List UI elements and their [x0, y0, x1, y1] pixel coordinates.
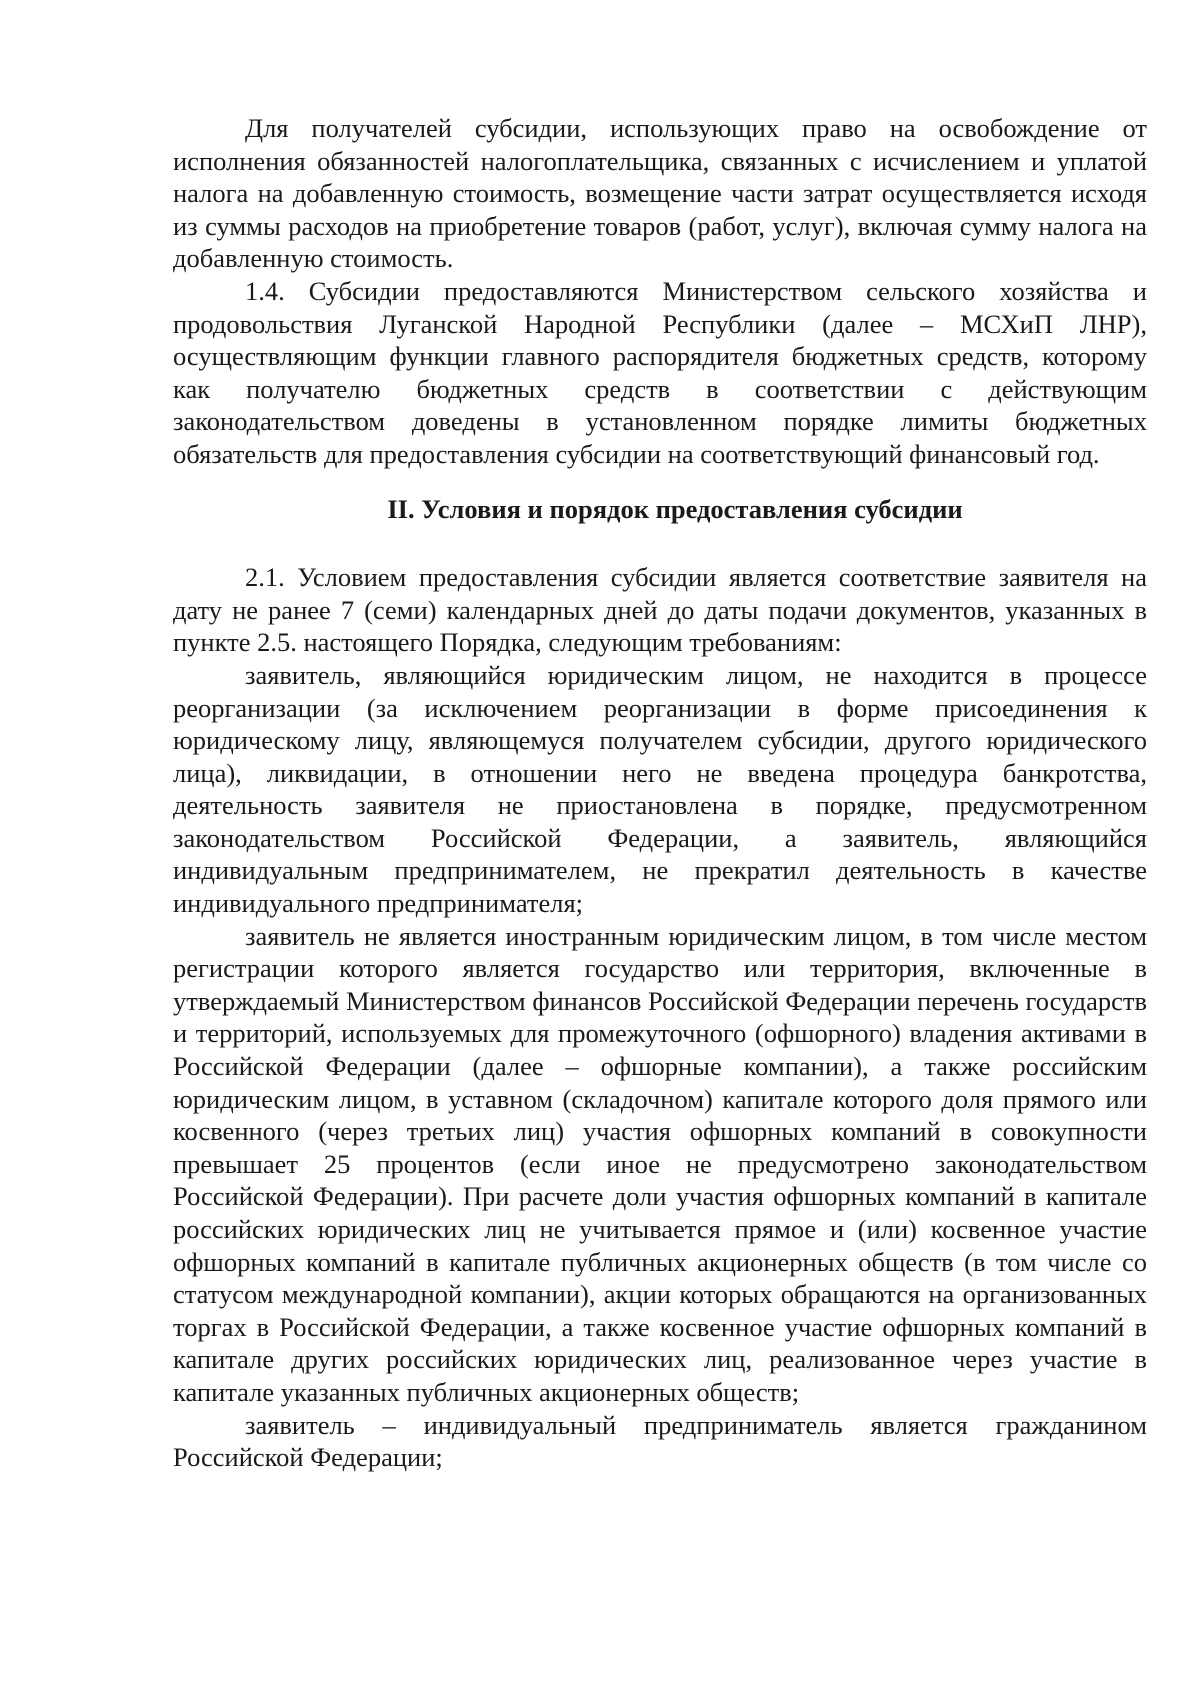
- paragraph-2-1: 2.1. Условием предоставления субсидии является соответствие заявителя на дату не ранее 7 (семи) календарных дней до даты подачи документов, указанных в пункте 2.5. настоящего Порядка, следующим требованиям:: [173, 562, 1147, 658]
- paragraph-vat-exemption: Для получателей субсидии, использующих право на освобождение от исполнения обязанностей налогоплательщика, связанных с исчислением и уплатой налога на добавленную стоимость, возмещение части затрат осуществляется исходя из суммы расходов на приобретение товаров (работ, услуг), включая сумму налога на добавленную стоимость.: [173, 113, 1147, 274]
- paragraph-citizenship: заявитель – индивидуальный предприниматель является гражданином Российской Федерации;: [173, 1409, 1147, 1473]
- heading-spacer: [173, 525, 1147, 561]
- paragraph-1-4: 1.4. Субсидии предоставляются Министерством сельского хозяйства и продовольствия Луганской Народной Республики (далее – МСХиП ЛНР), осуществляющим функции главного распорядителя бюджетных средств, которому как получателю бюджетных средств в соответствии с действующим законодательством доведены в установленном порядке лимиты бюджетных обязательств для предоставления субсидии на соответствующий финансовый год.: [173, 275, 1147, 469]
- paragraph-offshore: заявитель не является иностранным юридическим лицом, в том числе местом регистрации которого является государство или территория, включенные в утверждаемый Министерством финансов Российской Федерации перечень государств и территорий, используемых для промежуточного (офшорного) владения активами в Российской Федерации (далее – офшорные компании), а также российским юридическим лицом, в уставном (складочном) капитале которого доля прямого или косвенного (через третьих лиц) участия офшорных компаний в совокупности превышает 25 процентов (если иное не предусмотрено законодательством Российской Федерации). При расчете доли участия офшорных компаний в капитале российских юридических лиц не учитывается прямое и (или) косвенное участие офшорных компаний в капитале публичных акционерных обществ (в том числе со статусом международной компании), акции которых обращаются на организованных торгах в Российской Федерации, а также косвенное участие офшорных компаний в капитале других российских юридических лиц, реализованное через участие в капитале указанных публичных акционерных обществ;: [173, 920, 1147, 1407]
- document-page: [173, 112, 1147, 1474]
- section-heading: II. Условия и порядок предоставления субсидии: [387, 493, 963, 524]
- paragraph-reorganization: заявитель, являющийся юридическим лицом, не находится в процессе реорганизации (за исключением реорганизации в форме присоединения к юридическому лицу, являющемуся получателем субсидии, другого юридического лица), ликвидации, в отношении него не введена процедура банкротства, деятельность заявителя не приостановлена в порядке, предусмотренном законодательством Российской Федерации, а заявитель, являющийся индивидуальным предпринимателем, не прекратил деятельность в качестве индивидуального предпринимателя;: [173, 659, 1147, 919]
